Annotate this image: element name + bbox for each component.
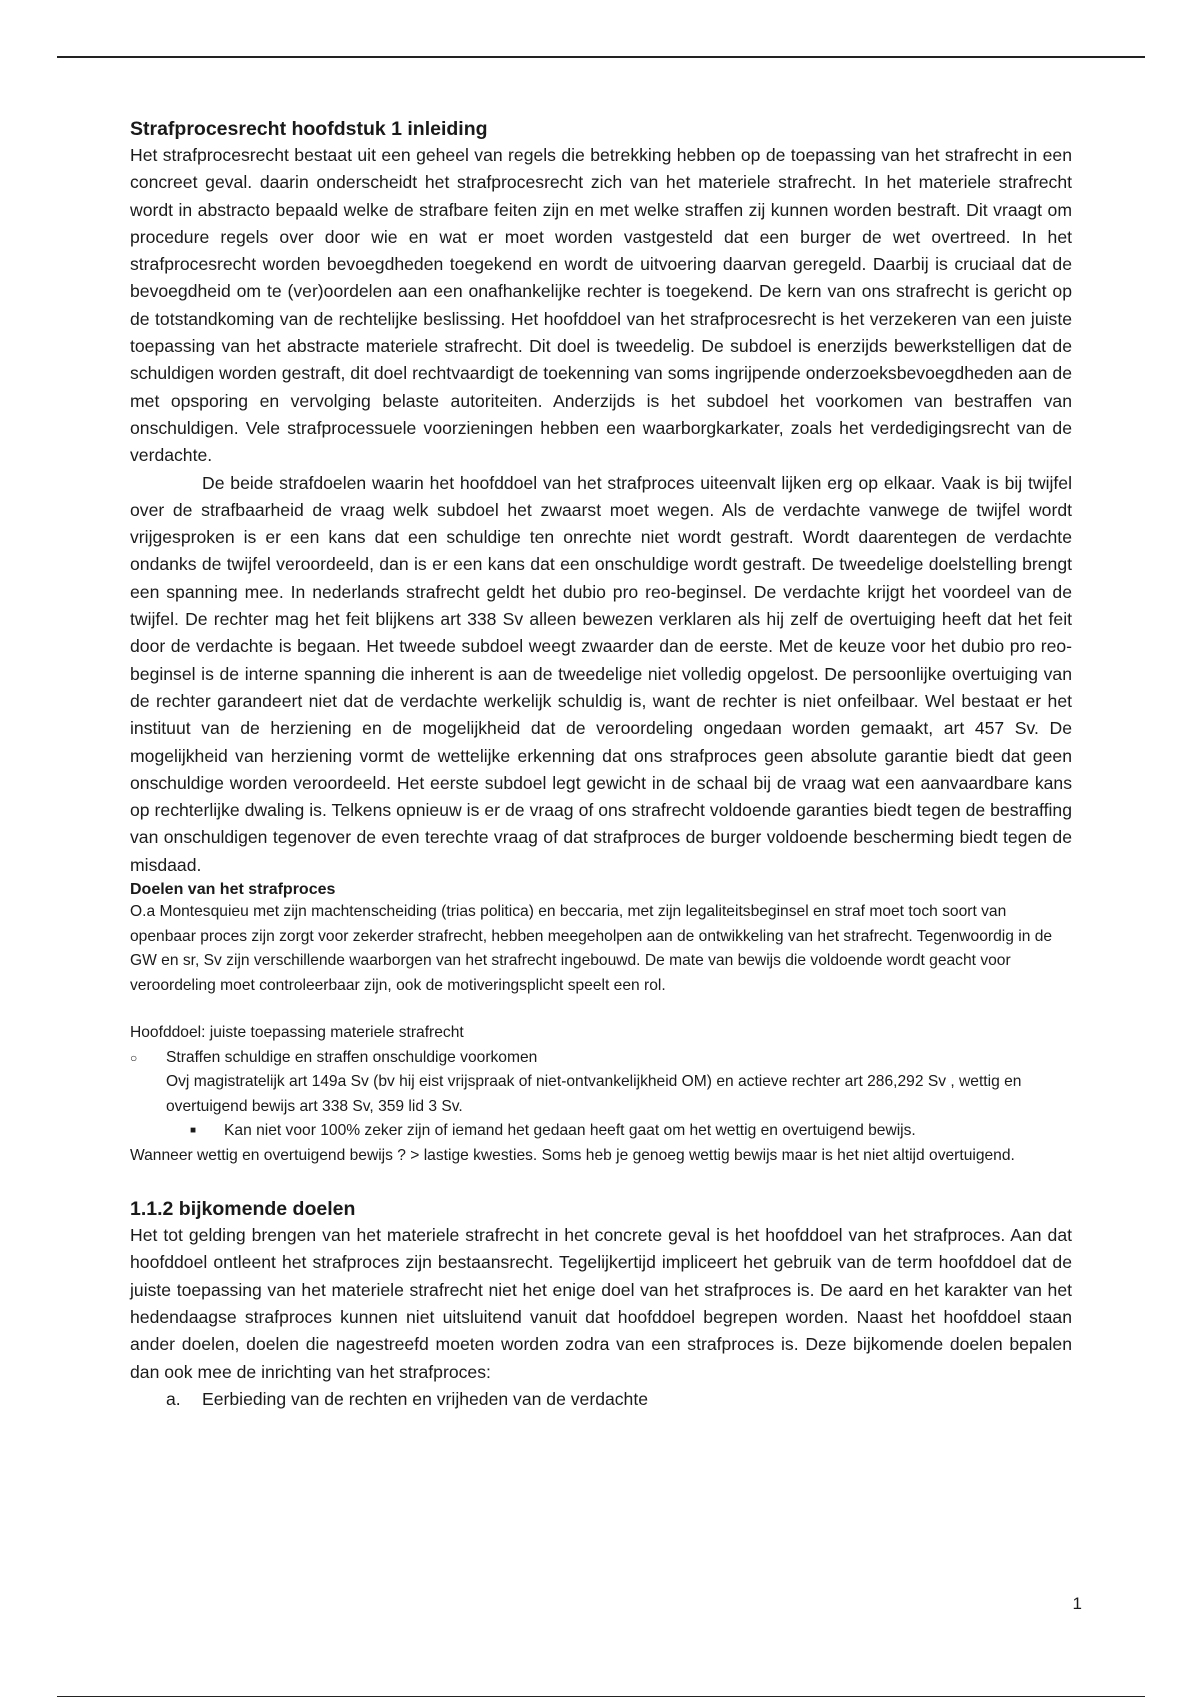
list-item bbox=[130, 1119, 1072, 1144]
hoofddoel-line: Hoofddoel: juiste toepassing materiele strafrecht bbox=[130, 1024, 464, 1042]
page-number: 1 bbox=[1072, 1594, 1082, 1613]
bullet-continuation: Wanneer wettig en overtuigend bewijs ? > lastige kwesties. Soms heb je genoeg wettig bewijs maar is het niet altijd overtuigend. bbox=[130, 1146, 1015, 1164]
list-item-label: Straffen schuldige en straffen onschuldige voorkomen bbox=[166, 1048, 538, 1066]
document-body bbox=[130, 116, 1072, 1413]
paragraph-bijkomende: Het tot gelding brengen van het materiele strafrecht in het concrete geval is het hoofddoel van het strafproces. Aan dat hoofddoel ontleent het strafproces zijn bestaansrecht. Tegelijkertijd impliceert het gebruik van de term hoofddoel dat de juiste toepassing van het materiele strafrecht niet het enige doel van het strafproces is. De aard en het karakter van het hedendaagse strafproces kunnen niet uitsluitend vanuit dat hoofddoel begrepen worden. Naast het hoofddoel staan ander doelen, doelen die nagestreefd moeten worden zodra van een strafproces is. Deze bijkomende doelen bepalen dan ook mee de inrichting van het strafproces: bbox=[130, 1225, 1072, 1382]
page-title: Strafprocesrecht hoofdstuk 1 inleiding bbox=[130, 118, 488, 140]
paragraph-strafdoelen: De beide strafdoelen waarin het hoofddoel van het strafproces uiteenvalt lijken erg op elkaar. Vaak is bij twijfel over de strafbaarheid de vraag welk subdoel het zwaarst moet wegen. Als de verdachte vanwege de twijfel wordt vrijgesproken is er een kans dat een schuldige ten onrechte niet wordt gestraft. Wordt daarentegen de verdachte ondanks de twijfel veroordeeld, dan is er een kans dat een onschuldige wordt gestraft. De tweedelige doelstelling brengt een spanning mee. In nederlands strafrecht geldt het dubio pro reo-beginsel. De verdachte krijgt het voordeel van de twijfel. De rechter mag het feit blijkens art 338 Sv alleen bewezen verklaren als hij zelf de overtuiging heeft dat het feit door de verdachte is begaan. Het tweede subdoel weegt zwaarder dan de eerste. Met de keuze voor het dubio pro reo-beginsel is de interne spanning die inherent is aan de tweedelige niet volledig opgelost. De persoonlijke overtuiging van de rechter garandeert niet dat de verdachte werkelijk schuldig is, want de rechter is niet onfeilbaar. Wel bestaat er het instituut van de herziening en de mogelijkheid dat de veroordeling ongedaan worden gemaakt, art 457 Sv. De mogelijkheid van herziening vormt de wettelijke erkenning dat ons strafproces geen absolute garantie biedt dat geen onschuldige worden veroordeeld. Het eerste subdoel legt gewicht in de schaal bij de vraag wat een aanvaardbare kans op rechterlijke dwaling is. Telkens opnieuw is er de vraag of ons strafrecht voldoende garanties biedt tegen de bestraffing van onschuldigen tegenover de even terechte vraag of dat strafproces de burger voldoende bescherming biedt tegen de misdaad. bbox=[130, 472, 1072, 875]
footer-rule bbox=[57, 1696, 1145, 1697]
circle-bullet-icon: ○ bbox=[130, 1050, 138, 1065]
bullet-list bbox=[130, 1046, 1072, 1144]
list-item-label: Eerbieding van de rechten en vrijheden van de verdachte bbox=[202, 1388, 649, 1409]
list-marker: a. bbox=[166, 1388, 181, 1409]
paragraph-doelen: O.a Montesquieu met zijn machtenscheiding (trias politica) en beccaria, met zijn legaliteitsbeginsel en straf moet toch soort van openbaar proces zijn zorgt voor zekerder strafrecht, hebben meegeholpen aan de ontwikkeling van het strafrecht. Tegenwoordig in de GW en sr, Sv zijn verschillende waarborgen van het strafrecht ingebouwd. De mate van bewijs die voldoende wordt geacht voor veroordeling moet controleerbaar zijn, ook de motiveringsplicht speelt een rol. bbox=[130, 903, 1053, 994]
list-item-label: Kan niet voor 100% zeker zijn of iemand het gedaan heeft gaat om het wettig en overtuigend bewijs. bbox=[224, 1122, 916, 1140]
subheading-doelen: Doelen van het strafproces bbox=[130, 881, 336, 899]
square-bullet-icon: ■ bbox=[190, 1125, 197, 1137]
list-item-detail: Ovj magistratelijk art 149a Sv (bv hij eist vrijspraak of niet-ontvankelijkheid OM) en actieve rechter art 286,292 Sv , wettig en overtuigend bewijs art 338 Sv, 359 lid 3 Sv. bbox=[166, 1073, 1022, 1115]
header-rule bbox=[57, 56, 1145, 58]
section-heading: 1.1.2 bijkomende doelen bbox=[130, 1198, 356, 1221]
paragraph-intro: Het strafprocesrecht bestaat uit een geheel van regels die betrekking hebben op de toepassing van het strafrecht in een concreet geval. daarin onderscheidt het strafprocesrecht zich van het materiele strafrecht. In het materiele strafrecht wordt in abstracto bepaald welke de strafbare feiten zijn en met welke straffen zij kunnen worden bestraft. Dit vraagt om procedure regels over door wie en wat er moet worden vastgesteld dat een burger de wet overtreed. In het strafprocesrecht worden bevoegdheden toegekend en wordt de uitvoering daarvan geregeld. Daarbij is cruciaal dat de bevoegdheid om te (ver)oordelen aan een onafhankelijke rechter is toegekend. De kern van ons strafrecht is gericht op de totstandkoming van de rechtelijke beslissing. Het hoofddoel van het strafprocesrecht is het verzekeren van een juiste toepassing van het abstracte materiele strafrecht. Dit doel is tweedelig. De subdoel is enerzijds bewerkstelligen dat de schuldigen worden gestraft, dit doel rechtvaardigt de toekenning van soms ingrijpende onderzoeksbevoegdheden aan de met opsporing en vervolging belaste autoriteiten. Anderzijds is het subdoel het voorkomen van bestraffen van onschuldigen. Vele strafprocessuele voorzieningen hebben een waarborgkarkater, zoals het verdedigingsrecht van de verdachte. bbox=[130, 145, 1072, 466]
list-item bbox=[130, 1386, 1072, 1413]
list-item bbox=[130, 1046, 1072, 1120]
